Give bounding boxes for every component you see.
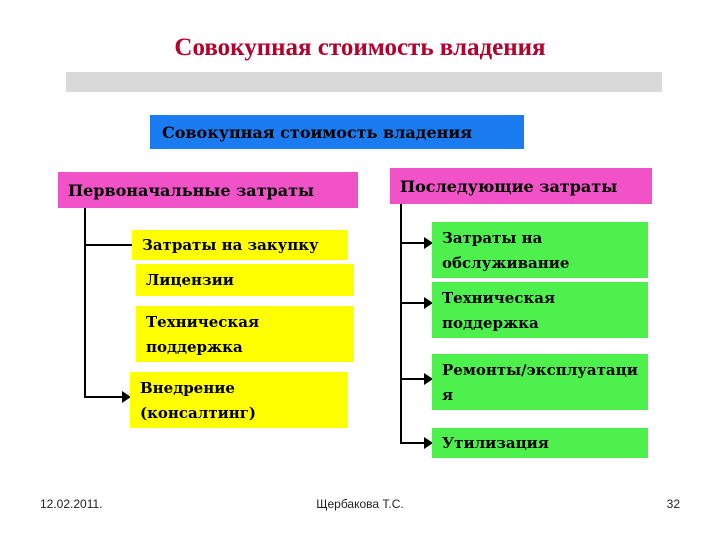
initial-item: Техническая поддержка [136, 306, 354, 362]
subsequent-item: Утилизация [432, 428, 648, 458]
initial-item: Лицензии [136, 264, 354, 296]
subsequent-item: Затраты на обслуживание [432, 222, 648, 278]
subsequent-item: Ремонты/эксплуатация [432, 354, 648, 410]
page-number: 32 [666, 497, 680, 511]
subsequent-connector-branch [400, 302, 426, 304]
subsequent-item: Техническая поддержка [432, 282, 648, 338]
title-underline-bar [66, 72, 662, 92]
subsequent-costs-header: Последующие затраты [390, 168, 652, 204]
initial-item: Затраты на закупку [132, 230, 348, 260]
subsequent-connector-branch [400, 242, 426, 244]
subsequent-connector-trunk [400, 204, 402, 444]
initial-connector-branch [84, 396, 124, 398]
initial-connector-trunk [84, 208, 86, 398]
root-node: Совокупная стоимость владения [150, 115, 524, 149]
footer-author: Щербакова Т.С. [316, 497, 404, 511]
slide-title: Совокупная стоимость владения [174, 34, 546, 61]
footer-date: 12.02.2011. [40, 497, 103, 511]
initial-item: Внедрение (консалтинг) [130, 372, 348, 428]
initial-connector-branch [84, 244, 132, 246]
subsequent-connector-branch [400, 442, 426, 444]
initial-costs-header: Первоначальные затраты [58, 172, 358, 208]
subsequent-connector-branch [400, 378, 426, 380]
